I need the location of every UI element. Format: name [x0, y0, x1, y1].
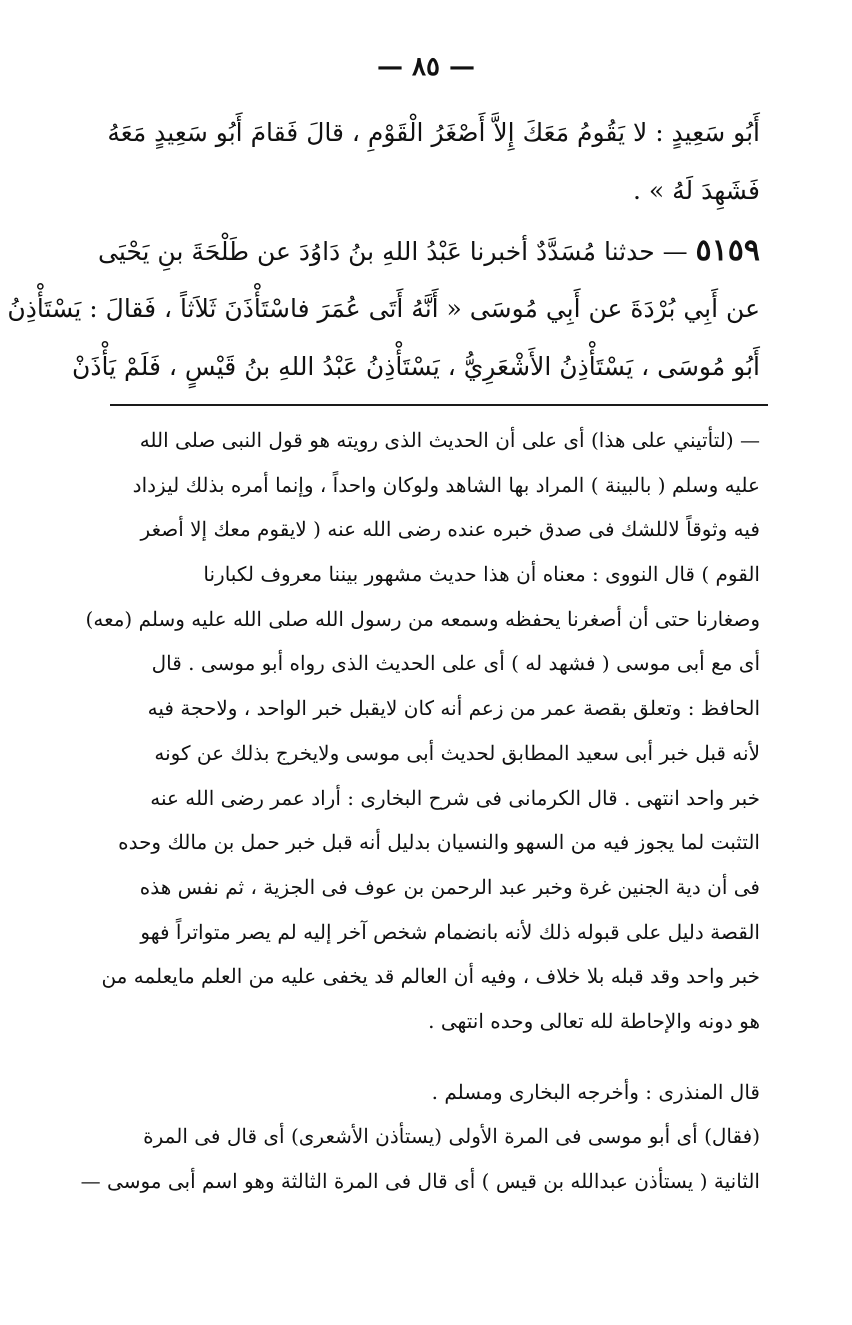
- text-line: الحافظ : وتعلق بقصة عمر من زعم أنه كان لايقبل خبر الواحد ، ولاحجة فيه: [147, 696, 760, 721]
- text-line: (فقال) أى أبو موسى فى المرة الأولى (يستأذن الأشعرى) أى قال فى المرة: [143, 1124, 760, 1149]
- text-line: — (لتأتيني على هذا) أى على أن الحديث الذى رويته هو قول النبى صلى الله: [139, 428, 760, 452]
- text-line: وصغارنا حتى أن أصغرنا يحفظه وسمعه من رسول الله صلى الله عليه وسلم (معه): [85, 606, 760, 631]
- text-line: عن أَبِي بُرْدَةَ عن أَبِي مُوسَى « أَنَّهُ أَتَى عُمَرَ فاسْتَأْذَنَ ثَلاَثاً ، فَقالَ : يَسْتَأْذِنُ: [7, 294, 760, 323]
- commentary-paragraph: [80, 1114, 760, 1203]
- text-line: قال المنذرى : وأخرجه البخارى ومسلم .: [431, 1079, 760, 1104]
- text-line: فيه وثوقاً لاللشك فى صدق خبره عنده رضى الله عنه ( لايقوم معك إلا أصغر: [140, 517, 760, 542]
- text-line: فى أن دية الجنين غرة وخبر عبد الرحمن بن عوف فى الجزية ، ثم نفس هذه: [139, 874, 760, 899]
- text-line: خبر واحد وقد قبله بلا خلاف ، وفيه أن العالم قد يخفى عليه من العلم مايعلمه من: [101, 964, 760, 989]
- text-line: لأنه قبل خبر أبى سعيد المطابق لحديث أبى موسى ولايخرج بذلك عن كونه: [154, 740, 760, 765]
- hadith-number: ٥١٥٩: [695, 233, 760, 268]
- hadith-5159: [7, 222, 760, 396]
- text-line: القوم ) قال النووى : معناه أن هذا حديث مشهور بيننا معروف لكبارنا: [203, 562, 760, 587]
- commentary: [80, 418, 760, 1204]
- text-line: عليه وسلم ( بالبينة ) المراد بها الشاهد ولوكان واحداً ، وإنما أمره بذلك ليزداد: [132, 472, 760, 497]
- text-line: التثبت لما يجوز فيه من السهو والنسيان بدليل أنه قبل خبر حمل بن مالك وحده: [118, 830, 760, 855]
- text-line: فَشَهِدَ لَهُ » .: [632, 176, 760, 205]
- text-line: أى مع أبى موسى ( فشهد له ) أى على الحديث الذى رواه أبو موسى . قال: [151, 651, 760, 676]
- hadith-continuation: [100, 104, 760, 236]
- text-line: خبر واحد انتهى . قال الكرمانى فى شرح البخارى : أراد عمر رضى الله عنه: [150, 785, 760, 810]
- text-line: أَبُو سَعِيدٍ : لا يَقُومُ مَعَكَ إِلاَّ أَصْغَرُ الْقَوْمِ ، قالَ فَقامَ أَبُو سَعِيدٍ مَعَهُ: [107, 118, 760, 147]
- text-line: القصة دليل على قبوله ذلك لأنه بانضمام شخص آخر إليه لم يصر متواتراً فهو: [140, 919, 760, 944]
- text-line: [100, 222, 760, 280]
- commentary-paragraph: [100, 1070, 760, 1115]
- text-line: الثانية ( يستأذن عبدالله بن قيس ) أى قال فى المرة الثالثة وهو اسم أبى موسى —: [80, 1169, 760, 1193]
- text-line: هو دونه والإحاطة لله تعالى وحده انتهى .: [428, 1008, 760, 1033]
- faint-library-stamp: [756, 1286, 826, 1304]
- footnote-divider: [110, 404, 768, 406]
- hadith-isnad: — حدثنا مُسَدَّدٌ أخبرنا عَبْدُ اللهِ بنُ دَاوُدَ عن طَلْحَةَ بنِ يَحْيَى: [98, 237, 696, 266]
- commentary-paragraph: [85, 418, 760, 1044]
- page-number: — ٨٥ —: [376, 52, 476, 82]
- text-line: أَبُو مُوسَى ، يَسْتَأْذِنُ الأَشْعَرِيُّ ، يَسْتَأْذِنُ عَبْدُ اللهِ بنُ قَيْسٍ ، فَلَمْ يَأْذَنْ: [72, 352, 760, 381]
